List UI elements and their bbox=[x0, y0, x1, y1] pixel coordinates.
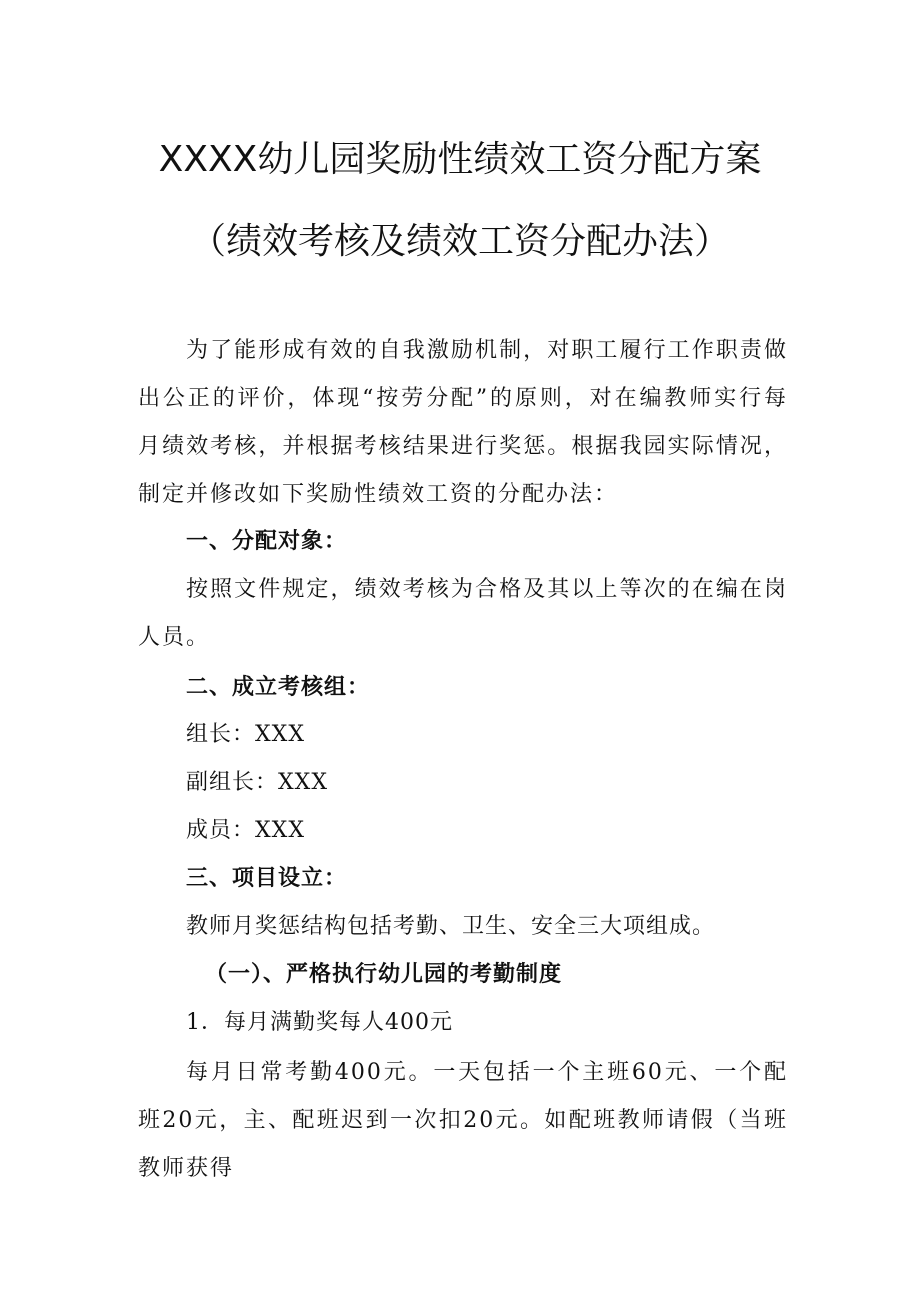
subsection-1-heading: （一）、严格执行幼儿园的考勤制度 bbox=[205, 962, 563, 987]
team-leader: 组长：XXX bbox=[186, 722, 305, 747]
item-1: 1．每月满勤奖每人400元 bbox=[186, 1010, 453, 1035]
document-subtitle: （绩效考核及绩效工资分配办法） bbox=[189, 221, 730, 262]
section-1-body: 按照文件规定，绩效考核为合格及其以上等次的在编在岗人员。 bbox=[138, 577, 788, 650]
team-deputy-leader: 副组长：XXX bbox=[186, 770, 328, 795]
section-2-heading: 二、成立考核组： bbox=[186, 675, 371, 700]
document-title: XXXX幼儿园奖励性绩效工资分配方案 bbox=[158, 139, 762, 180]
item-1-body: 每月日常考勤400元。一天包括一个主班60元、一个配班20元，主、配班迟到一次扣20元。如配班教师请假（当班教师获得 bbox=[138, 1060, 788, 1181]
section-3-heading: 三、项目设立： bbox=[186, 866, 348, 891]
section-3-body: 教师月奖惩结构包括考勤、卫生、安全三大项组成。 bbox=[186, 914, 716, 939]
team-members: 成员：XXX bbox=[186, 818, 305, 843]
section-1-heading: 一、分配对象： bbox=[186, 529, 348, 554]
intro-paragraph: 为了能形成有效的自我激励机制，对职工履行工作职责做出公正的评价，体现“按劳分配”的原则，对在编教师实行每月绩效考核，并根据考核结果进行奖惩。根据我园实际情况，制定并修改如下奖励性绩效工资的分配办法： bbox=[138, 338, 788, 507]
